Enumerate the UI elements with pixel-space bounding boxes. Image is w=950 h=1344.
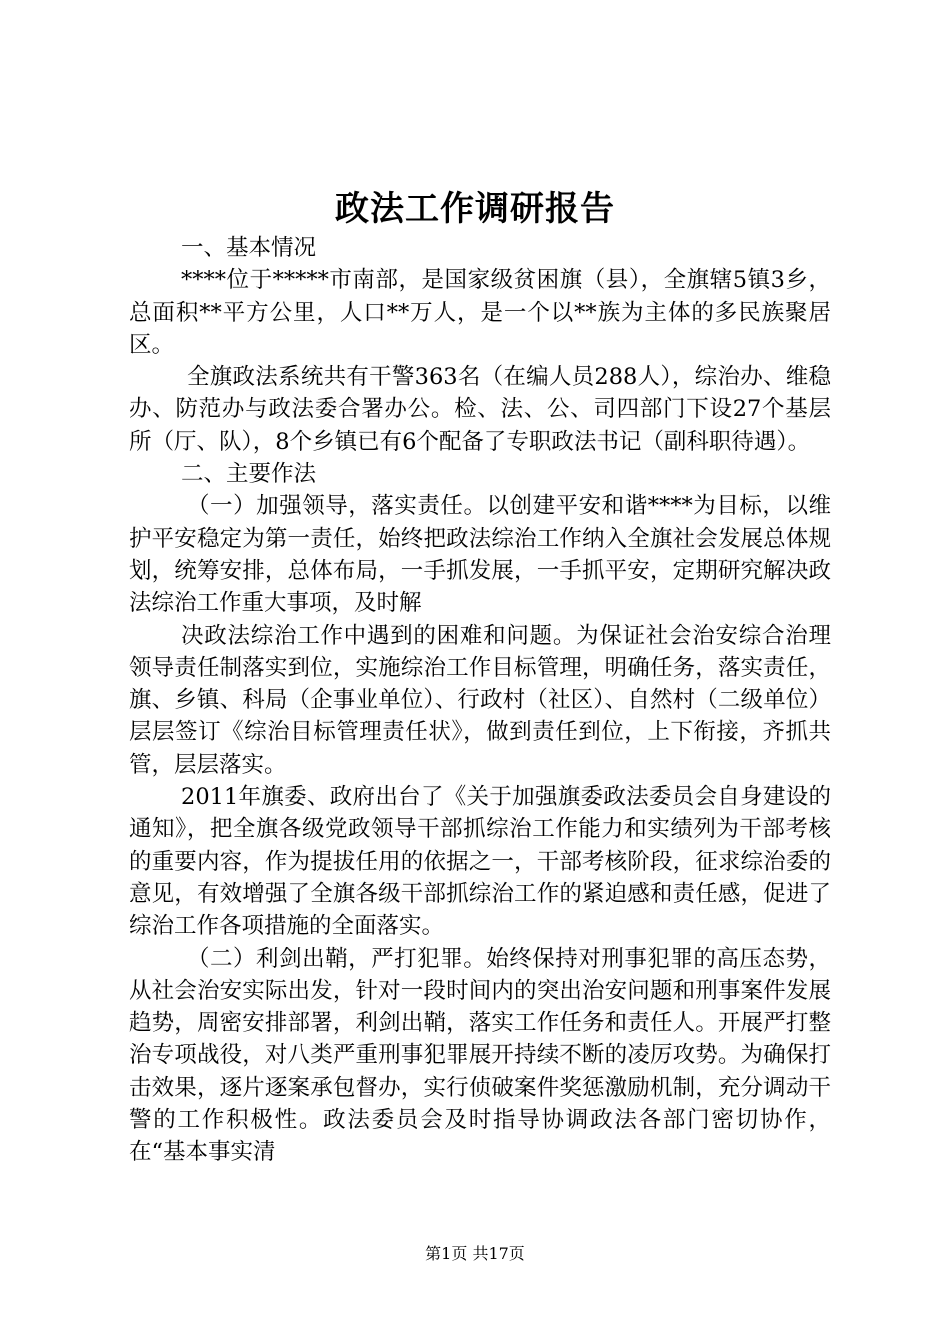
paragraph-leadership: （一）加强领导，落实责任。以创建平安和谐****为目标，以维护平安稳定为第一责任，始终把政法综治工作纳入全旗社会发展总体规划，统筹安排，总体布局，一手抓发展，一手抓平安，定期研究解决政法综治工作重大事项，及时解: [129, 493, 831, 617]
paragraph-staff: 全旗政法系统共有干警363名（在编人员288人），综治办、维稳办、防范办与政法委合署办公。检、法、公、司四部门下设27个基层所（厅、队），8个乡镇已有6个配备了专职政法书记（副科职待遇）。: [129, 364, 831, 455]
paragraph-2011-notice: 2011年旗委、政府出台了《关于加强旗委政法委员会自身建设的通知》，把全旗各级党政领导干部抓综治工作能力和实绩列为干部考核的重要内容，作为提拔任用的依据之一，干部考核阶段，征求综治委的意见，有效增强了全旗各级干部抓综治工作的紧迫感和责任感，促进了综治工作各项措施的全面落实。: [129, 784, 831, 940]
page-number-footer: 第1页 共17页: [425, 1244, 525, 1263]
page-title: 政法工作调研报告: [335, 189, 615, 229]
document-body: [129, 232, 831, 1169]
section-heading-main-practices: 二、主要作法: [181, 461, 317, 488]
paragraph-crackdown: （二）利剑出鞘，严打犯罪。始终保持对刑事犯罪的高压态势，从社会治安实际出发，针对一段时间内的突出治安问题和刑事案件发展趋势，周密安排部署，利剑出鞘，落实工作任务和责任人。开展严打整治专项战役，对八类严重刑事犯罪展开持续不断的凌厉攻势。为确保打击效果，逐片逐案承包督办，实行侦破案件奖惩激励机制，充分调动干警的工作积极性。政法委员会及时指导协调政法各部门密切协作，在“基本事实清: [129, 945, 831, 1166]
paragraph-location: ****位于*****市南部，是国家级贫困旗（县），全旗辖5镇3乡，总面积**平方公里，人口**万人，是一个以**族为主体的多民族聚居区。: [129, 267, 831, 358]
paragraph-responsibility: 决政法综治工作中遇到的困难和问题。为保证社会治安综合治理领导责任制落实到位，实施综治工作目标管理，明确任务，落实责任，旗、乡镇、科局（企事业单位）、行政村（社区）、自然村（二级单位）层层签订《综治目标管理责任状》，做到责任到位，上下衔接，齐抓共管，层层落实。: [129, 622, 831, 778]
section-heading-basic-situation: 一、基本情况: [181, 235, 317, 261]
